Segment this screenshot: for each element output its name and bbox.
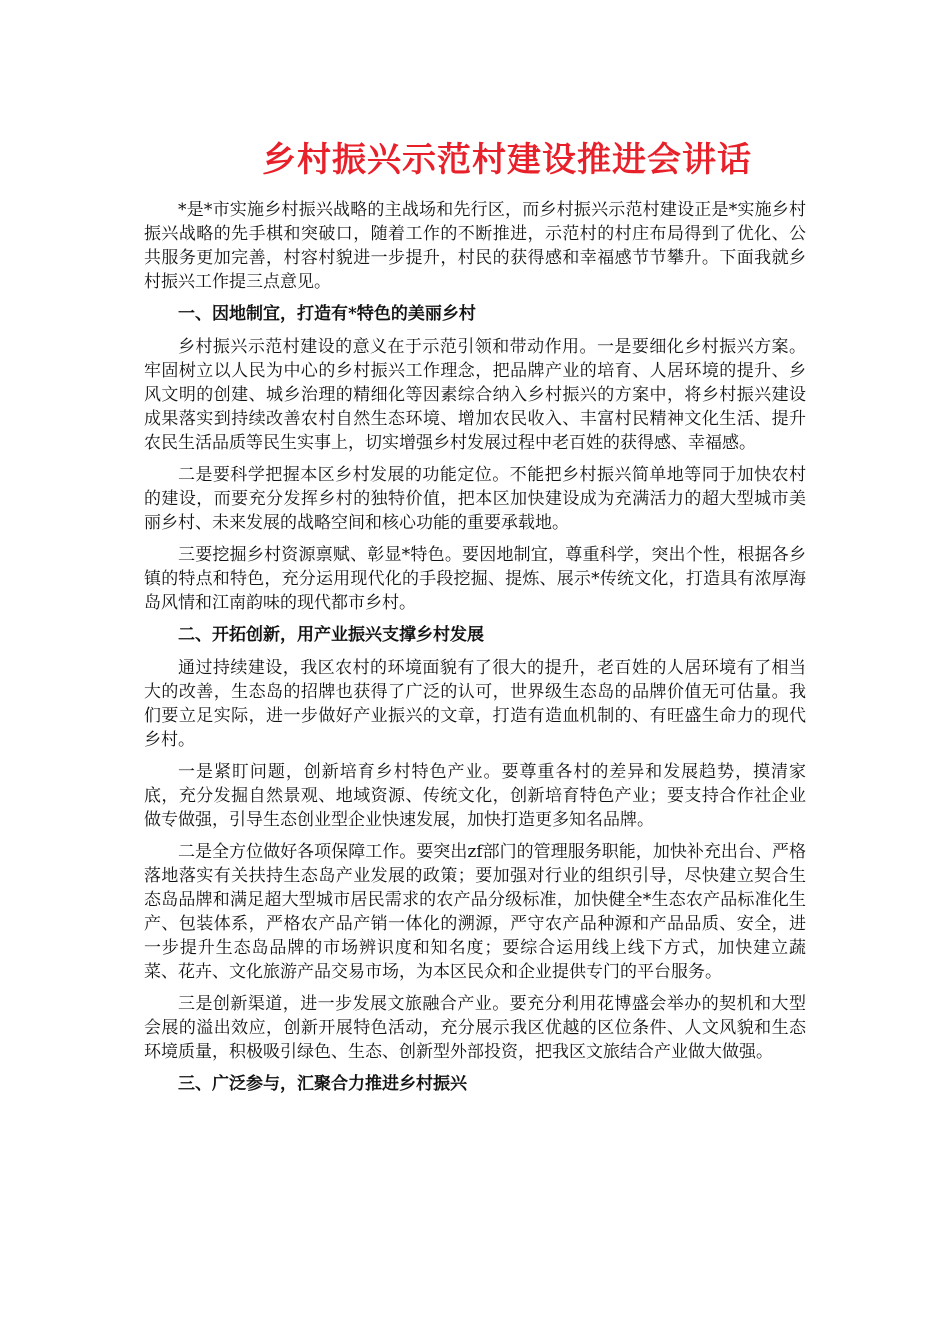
paragraph-intro: *是*市实施乡村振兴战略的主战场和先行区，而乡村振兴示范村建设正是*实施乡村振兴战略的先手棋和突破口，随着工作的不断推进，示范村的村庄布局得到了优化、公共服务更加完善，村容村貌进一步提升，村民的获得感和幸福感节节攀升。下面我就乡村振兴工作提三点意见。 [144,200,806,292]
paragraph: 乡村振兴示范村建设的意义在于示范引领和带动作用。一是要细化乡村振兴方案。牢固树立以人民为中心的乡村振兴工作理念，把品牌产业的培育、人居环境的提升、乡风文明的创建、城乡治理的精细化等因素综合纳入乡村振兴的方案中，将乡村振兴建设成果落实到持续改善农村自然生态环境、增加农民收入、丰富村民精神文化生活、提升农民生活品质等民生实事上，切实增强乡村发展过程中老百姓的获得感、幸福感。 [144,337,806,453]
document-body [144,134,806,1105]
paragraph: 通过持续建设，我区农村的环境面貌有了很大的提升，老百姓的人居环境有了相当大的改善，生态岛的招牌也获得了广泛的认可，世界级生态岛的品牌价值无可估量。我们要立足实际，进一步做好产业振兴的文章，打造有造血机制的、有旺盛生命力的现代乡村。 [144,658,806,750]
paragraph: 二是全方位做好各项保障工作。要突出zf部门的管理服务职能，加快补充出台、严格落地落实有关扶持生态岛产业发展的政策；要加强对行业的组织引导，尽快建立契合生态岛品牌和满足超大型城市居民需求的农产品分级标准，加快健全*生态农产品标准化生产、包装体系，严格农产品产销一体化的溯源，严守农产品种源和产品品质、安全，进一步提升生态岛品牌的市场辨识度和知名度；要综合运用线上线下方式，加快建立蔬菜、花卉、文化旅游产品交易市场，为本区民众和企业提供专门的平台服务。 [144,842,806,982]
section-heading-2: 二、开拓创新，用产业振兴支撑乡村发展 [178,625,484,645]
section-heading-3: 三、广泛参与，汇聚合力推进乡村振兴 [178,1074,467,1094]
paragraph: 三要挖掘乡村资源禀赋、彰显*特色。要因地制宜，尊重科学，突出个性，根据各乡镇的特点和特色，充分运用现代化的手段挖掘、提炼、展示*传统文化，打造具有浓厚海岛风情和江南韵味的现代都市乡村。 [144,545,806,613]
page-title: 乡村振兴示范村建设推进会讲话 [262,140,752,180]
paragraph: 三是创新渠道，进一步发展文旅融合产业。要充分利用花博盛会举办的契机和大型会展的溢出效应，创新开展特色活动，充分展示我区优越的区位条件、人文风貌和生态环境质量，积极吸引绿色、生态、创新型外部投资，把我区文旅结合产业做大做强。 [144,994,806,1062]
paragraph: 二是要科学把握本区乡村发展的功能定位。不能把乡村振兴简单地等同于加快农村的建设，而要充分发挥乡村的独特价值，把本区加快建设成为充满活力的超大型城市美丽乡村、未来发展的战略空间和核心功能的重要承载地。 [144,465,806,533]
paragraph: 一是紧盯问题，创新培育乡村特色产业。要尊重各村的差异和发展趋势，摸清家底，充分发掘自然景观、地域资源、传统文化，创新培育特色产业；要支持合作社企业做专做强，引导生态创业型企业快速发展，加快打造更多知名品牌。 [144,762,806,830]
section-heading-1: 一、因地制宜，打造有*特色的美丽乡村 [178,304,476,324]
